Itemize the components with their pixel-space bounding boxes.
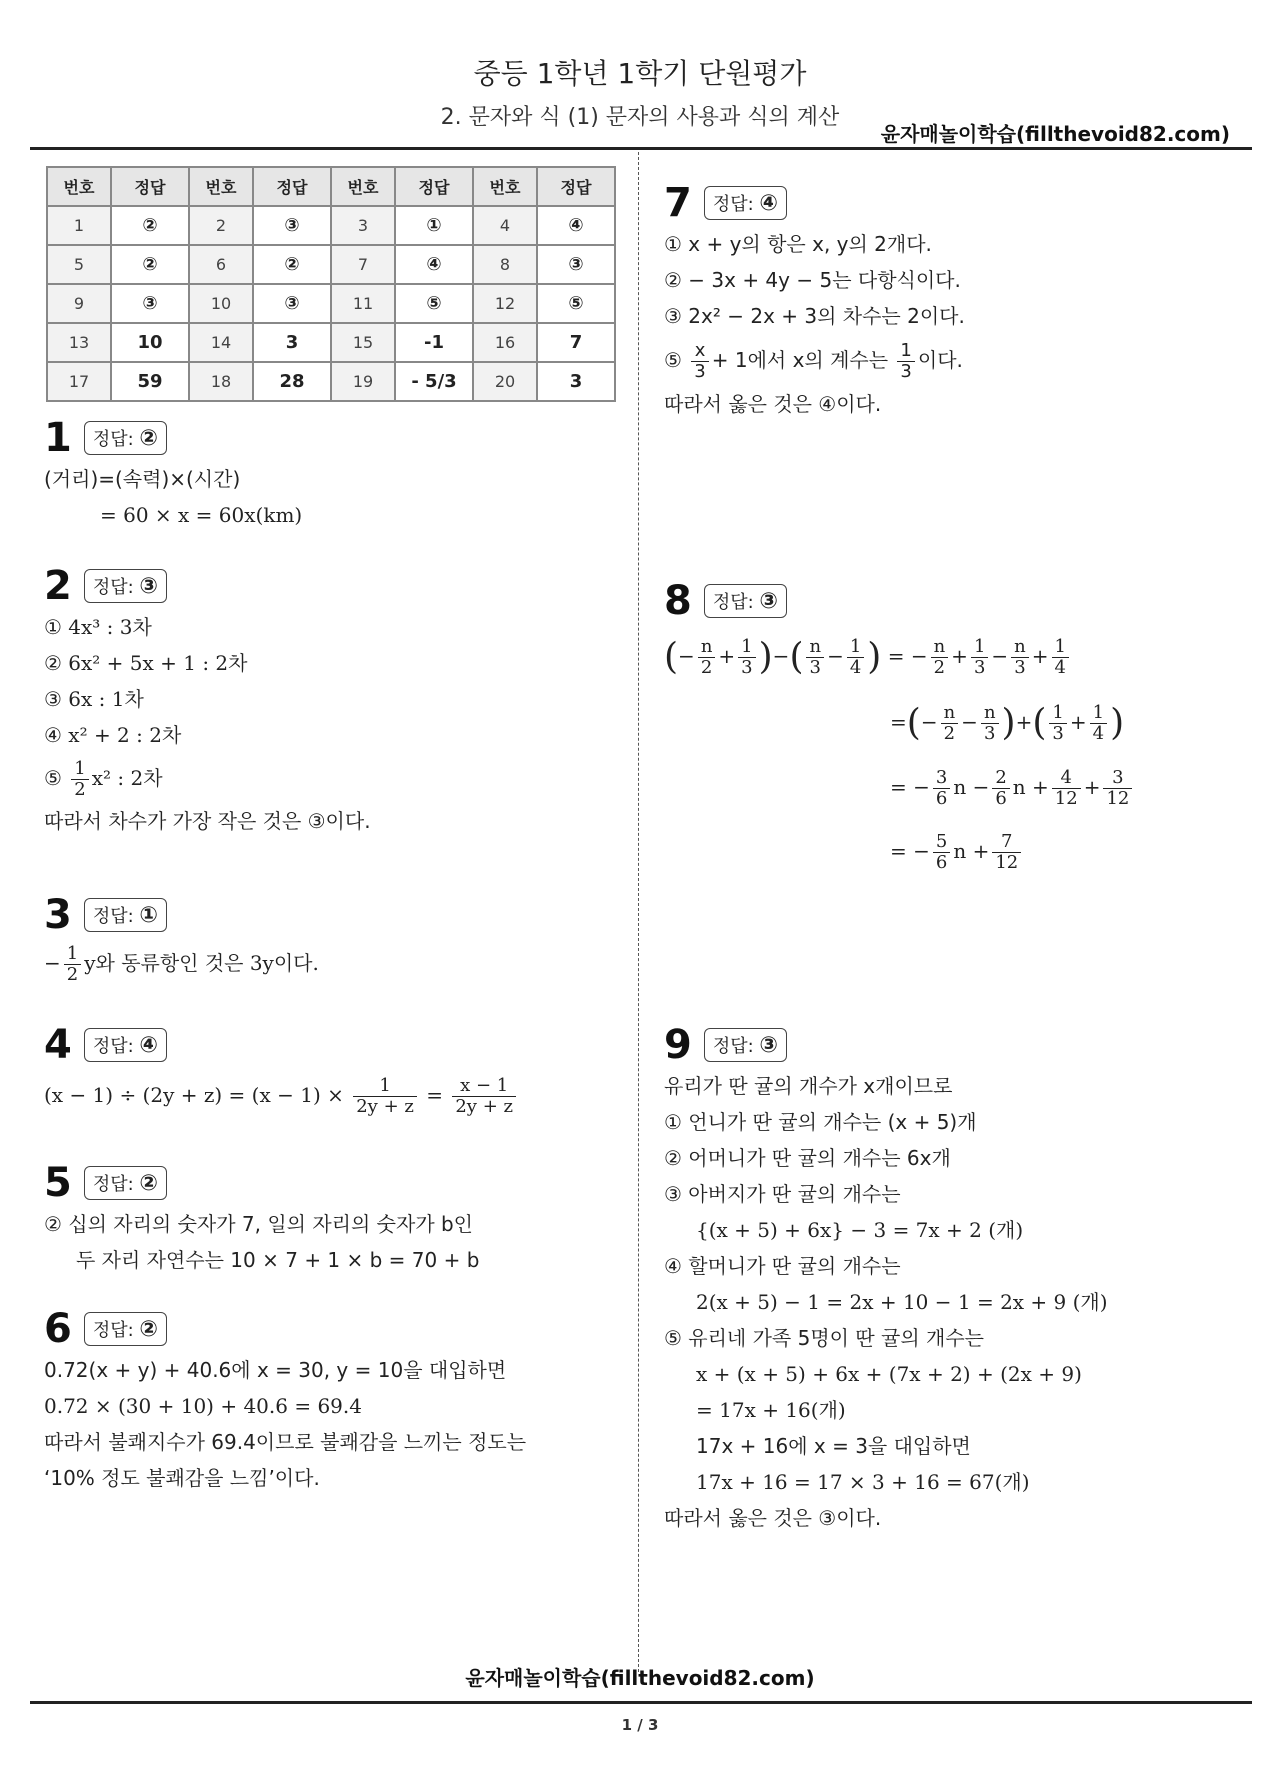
header-cell: 정답 — [537, 167, 615, 206]
answer-badge — [704, 186, 787, 220]
denominator: 6 — [995, 788, 1007, 809]
fraction — [941, 703, 959, 744]
solution-line: ② − 3x + 4y − 5는 다항식이다. — [664, 268, 961, 292]
solution-line: ⑤ 유리네 가족 5명이 딴 귤의 개수는 — [664, 1326, 984, 1350]
solution-line: ① 언니가 딴 귤의 개수는 (x + 5)개 — [664, 1110, 977, 1134]
paren: ) — [1110, 702, 1125, 743]
answer-value: ⑤ — [537, 284, 615, 323]
fraction — [71, 759, 88, 800]
denominator: 2y + z — [356, 1096, 414, 1117]
operator: + — [951, 644, 968, 668]
fraction — [981, 703, 999, 744]
fraction — [971, 637, 988, 678]
question-1 — [44, 415, 302, 533]
solution-line — [44, 753, 371, 803]
answer-value: 7 — [537, 323, 615, 362]
question-5 — [44, 1160, 479, 1278]
answer-badge — [84, 421, 167, 455]
header-brand: 윤자매놀이학습(fillthevoid82.com) — [880, 122, 1230, 146]
solution-line — [44, 1068, 519, 1122]
numerator: 1 — [738, 637, 755, 658]
badge-label: 정답: — [92, 1320, 134, 1341]
equation-row — [664, 624, 1135, 690]
solution-line: 따라서 옳은 것은 ④이다. — [664, 392, 882, 416]
numerator: 1 — [1049, 703, 1066, 724]
denominator: 3 — [741, 657, 753, 678]
solution-line: 따라서 불쾌지수가 69.4이므로 불쾌감을 느끼는 정도는 — [44, 1430, 527, 1454]
solution-line: 유리가 딴 귤의 개수가 x개이므로 — [664, 1074, 953, 1098]
solution-line: ③ 아버지가 딴 귤의 개수는 — [664, 1182, 901, 1206]
denominator: 12 — [995, 852, 1019, 873]
solution-line: ② 어머니가 딴 귤의 개수는 6x개 — [664, 1146, 951, 1170]
denominator: 3 — [900, 361, 912, 382]
answer-value: ③ — [253, 206, 331, 245]
header-cell: 번호 — [47, 167, 111, 206]
answer-badge — [84, 1028, 167, 1062]
answer-value: 28 — [253, 362, 331, 401]
numerator: 1 — [971, 637, 988, 658]
fraction — [1090, 703, 1107, 744]
header-cell: 정답 — [111, 167, 189, 206]
question-number: 14 — [189, 323, 253, 362]
table-row — [47, 323, 615, 362]
fraction — [1103, 768, 1132, 809]
solution-line: = 17x + 16(개) — [696, 1398, 846, 1422]
answer-value: ② — [111, 206, 189, 245]
question-number: 2 — [44, 563, 72, 609]
question-number: 9 — [664, 1022, 692, 1068]
denominator: 3 — [973, 657, 986, 678]
operator: + — [1069, 709, 1087, 734]
denominator: 2y + z — [455, 1096, 513, 1117]
answer-badge — [704, 1028, 787, 1062]
question-number: 4 — [473, 206, 537, 245]
question-number: 6 — [189, 245, 253, 284]
operator: − — [772, 644, 790, 668]
question-number: 13 — [47, 323, 111, 362]
solution-line — [664, 334, 965, 386]
paren: ( — [1032, 702, 1047, 743]
solution-line: ③ 2x² − 2x + 3의 차수는 2이다. — [664, 304, 965, 328]
operator: + — [718, 644, 736, 668]
question-4 — [44, 1022, 519, 1122]
expression-text: + 1에서 x의 계수는 — [711, 348, 889, 372]
table-row — [47, 362, 615, 401]
numerator: 1 — [1090, 703, 1107, 724]
table-row — [47, 206, 615, 245]
numerator: n — [941, 703, 959, 724]
question-number: 20 — [473, 362, 537, 401]
solution-line: ‘10% 정도 불쾌감을 느낌’이다. — [44, 1466, 320, 1490]
paren: ) — [1001, 702, 1016, 743]
question-number: 8 — [664, 578, 692, 624]
expression-text: n + — [1012, 775, 1049, 799]
operator: = − — [887, 644, 928, 668]
answer-value: ① — [395, 206, 473, 245]
fraction — [931, 637, 949, 678]
solution-line: 17x + 16 = 17 × 3 + 16 = 67(개) — [696, 1470, 1030, 1494]
numerator: n — [698, 637, 716, 658]
question-number: 12 — [473, 284, 537, 323]
fraction — [691, 341, 708, 382]
fraction — [353, 1076, 417, 1117]
question-number: 3 — [331, 206, 395, 245]
denominator: 6 — [935, 788, 948, 809]
footer-rule — [30, 1701, 1252, 1704]
denominator: 2 — [943, 722, 956, 744]
question-3 — [44, 892, 319, 988]
question-number: 7 — [664, 180, 692, 226]
paren: ( — [906, 702, 921, 743]
question-number: 7 — [331, 245, 395, 284]
numerator: 2 — [992, 768, 1009, 789]
paren: ) — [867, 636, 882, 678]
answer-badge — [84, 898, 167, 932]
equation-row — [664, 690, 1135, 756]
fraction — [847, 637, 864, 678]
fraction — [992, 768, 1009, 809]
page-title: 중등 1학년 1학기 단원평가 — [473, 57, 807, 90]
header-cell: 정답 — [395, 167, 473, 206]
numerator: n — [931, 637, 949, 658]
answer-value: ② — [111, 245, 189, 284]
numerator: n — [981, 703, 999, 724]
denominator: 4 — [1054, 657, 1066, 678]
solution-line: ③ 6x : 1차 — [44, 687, 144, 711]
badge-answer: ③ — [759, 589, 779, 614]
question-number: 8 — [473, 245, 537, 284]
operator: − — [827, 644, 844, 668]
solution-line: 2(x + 5) − 1 = 2x + 10 − 1 = 2x + 9 (개) — [696, 1290, 1108, 1314]
question-9 — [664, 1022, 1108, 1536]
answer-value: ④ — [537, 206, 615, 245]
header-cell: 번호 — [473, 167, 537, 206]
operator: − — [920, 709, 938, 734]
fraction — [1052, 637, 1069, 678]
badge-answer: ③ — [139, 574, 159, 599]
operator: + — [1083, 775, 1101, 799]
paren: ( — [789, 636, 804, 678]
solution-line: 따라서 차수가 가장 작은 것은 ③이다. — [44, 809, 371, 833]
badge-answer: ③ — [759, 1033, 779, 1058]
fraction — [992, 832, 1021, 873]
choice-marker: ⑤ — [44, 766, 62, 790]
numerator: 1 — [847, 637, 864, 658]
numerator: 5 — [933, 832, 950, 853]
page-number: 1 / 3 — [621, 1716, 659, 1734]
question-number: 5 — [44, 1160, 72, 1206]
answer-value: ⑤ — [395, 284, 473, 323]
question-2 — [44, 563, 371, 839]
solution-line: 0.72(x + y) + 40.6에 x = 30, y = 10을 대입하면 — [44, 1358, 507, 1382]
denominator: 3 — [1014, 657, 1026, 678]
header-cell: 정답 — [253, 167, 331, 206]
question-number: 15 — [331, 323, 395, 362]
solution-line: ④ 할머니가 딴 귤의 개수는 — [664, 1254, 901, 1278]
denominator: 4 — [849, 657, 862, 678]
question-8 — [664, 578, 1135, 883]
numerator: n — [806, 637, 824, 658]
question-number: 2 — [189, 206, 253, 245]
denominator: 2 — [700, 657, 713, 678]
question-number: 5 — [47, 245, 111, 284]
equation-row — [664, 755, 1135, 819]
answer-value: ③ — [537, 245, 615, 284]
solution-line: ④ x² + 2 : 2차 — [44, 723, 182, 747]
solution-line: ① x + y의 항은 x, y의 2개다. — [664, 232, 932, 256]
operator: = − — [890, 839, 930, 863]
badge-label: 정답: — [92, 1036, 134, 1057]
solution-line: x + (x + 5) + 6x + (7x + 2) + (2x + 9) — [696, 1362, 1082, 1386]
question-number: 11 — [331, 284, 395, 323]
answer-badge — [84, 1312, 167, 1346]
answer-badge — [84, 1166, 167, 1200]
numerator: n — [1011, 637, 1029, 658]
expression-text: x² : 2차 — [91, 766, 163, 790]
question-7 — [664, 180, 965, 422]
fraction — [933, 832, 950, 873]
question-number: 19 — [331, 362, 395, 401]
column-divider — [638, 152, 639, 1672]
solution-line: ① 4x³ : 3차 — [44, 615, 152, 639]
table-row — [47, 245, 615, 284]
answer-value: 3 — [253, 323, 331, 362]
header-cell: 번호 — [331, 167, 395, 206]
denominator: 3 — [809, 657, 821, 678]
badge-label: 정답: — [712, 592, 754, 613]
solution-line: (거리)=(속력)×(시간) — [44, 467, 241, 491]
operator: − — [991, 644, 1009, 668]
solution-line: {(x + 5) + 6x} − 3 = 7x + 2 (개) — [696, 1218, 1024, 1242]
numerator: 1 — [64, 944, 81, 965]
numerator: 1 — [353, 1076, 417, 1097]
paren: ( — [664, 636, 679, 678]
header-rule — [30, 147, 1252, 150]
question-number: 16 — [473, 323, 537, 362]
equation-row — [664, 819, 1135, 883]
solution-line: ② 6x² + 5x + 1 : 2차 — [44, 651, 248, 675]
question-number: 6 — [44, 1306, 72, 1352]
operator: = − — [890, 775, 930, 799]
denominator: 6 — [935, 852, 948, 873]
minus-sign: − — [44, 951, 61, 975]
header-cell: 번호 — [189, 167, 253, 206]
table-row — [47, 284, 615, 323]
fraction — [64, 944, 81, 985]
paren: ) — [758, 636, 773, 678]
operator: + — [1015, 709, 1033, 734]
answer-badge — [84, 569, 167, 603]
answer-table — [46, 166, 616, 402]
denominator: 2 — [74, 779, 86, 800]
operator: = — [890, 709, 907, 734]
fraction — [1011, 637, 1029, 678]
denominator: 3 — [984, 722, 996, 744]
numerator: 1 — [897, 341, 914, 362]
badge-label: 정답: — [712, 1036, 754, 1057]
question-number: 4 — [44, 1022, 72, 1068]
answer-value: ③ — [111, 284, 189, 323]
badge-answer: ① — [139, 903, 159, 928]
answer-value: 3 — [537, 362, 615, 401]
question-number: 18 — [189, 362, 253, 401]
fraction — [806, 637, 824, 678]
denominator: 2 — [933, 657, 946, 678]
solution-line: 따라서 옳은 것은 ③이다. — [664, 1506, 882, 1530]
numerator: 3 — [933, 768, 950, 789]
denominator: 3 — [1052, 722, 1064, 744]
answer-value: 59 — [111, 362, 189, 401]
operator: − — [678, 644, 695, 668]
badge-answer: ④ — [759, 191, 779, 216]
badge-answer: ② — [139, 1317, 159, 1342]
fraction — [698, 637, 716, 678]
equals-sign: = — [426, 1083, 443, 1107]
badge-answer: ④ — [139, 1033, 159, 1058]
solution-line: ② 십의 자리의 숫자가 7, 일의 자리의 숫자가 b인 — [44, 1212, 474, 1236]
page-subtitle: 2. 문자와 식 (1) 문자의 사용과 식의 계산 — [440, 105, 840, 130]
expression-text: n − — [953, 775, 990, 799]
answer-value: - 5/3 — [395, 362, 473, 401]
operator: + — [1031, 644, 1049, 668]
denominator: 2 — [66, 964, 79, 985]
question-6 — [44, 1306, 526, 1496]
footer-brand: 윤자매놀이학습(fillthevoid82.com) — [465, 1666, 815, 1690]
operator: − — [961, 709, 978, 734]
badge-label: 정답: — [92, 577, 134, 598]
denominator: 4 — [1092, 722, 1105, 744]
answer-value: -1 — [395, 323, 473, 362]
solution-line: 두 자리 자연수는 10 × 7 + 1 × b = 70 + b — [76, 1248, 480, 1272]
numerator: 4 — [1052, 768, 1081, 789]
expression-text: n + — [953, 839, 990, 863]
solution-line: 0.72 × (30 + 10) + 40.6 = 69.4 — [44, 1394, 362, 1418]
solution-line: = 60 × x = 60x(km) — [100, 503, 303, 527]
fraction — [1052, 768, 1081, 809]
expression-text: (x − 1) ÷ (2y + z) = (x − 1) × — [44, 1083, 344, 1107]
badge-label: 정답: — [92, 906, 134, 927]
numerator: 1 — [71, 759, 88, 780]
choice-marker: ⑤ — [664, 348, 682, 372]
question-number: 10 — [189, 284, 253, 323]
fraction — [738, 637, 755, 678]
fraction — [1049, 703, 1066, 744]
numerator: 3 — [1103, 768, 1132, 789]
expression-text: y와 동류항인 것은 3y이다. — [84, 951, 319, 975]
question-number: 1 — [47, 206, 111, 245]
solution-line — [44, 938, 319, 988]
answer-value: ③ — [253, 284, 331, 323]
answer-value: ④ — [395, 245, 473, 284]
badge-answer: ② — [139, 426, 159, 451]
numerator: 1 — [1052, 637, 1069, 658]
question-number: 17 — [47, 362, 111, 401]
question-number: 3 — [44, 892, 72, 938]
badge-answer: ② — [139, 1171, 159, 1196]
question-number: 9 — [47, 284, 111, 323]
answer-value: 10 — [111, 323, 189, 362]
fraction — [897, 341, 914, 382]
badge-label: 정답: — [712, 194, 754, 215]
numerator: x — [691, 341, 708, 362]
answer-badge — [704, 584, 787, 618]
badge-label: 정답: — [92, 1174, 134, 1195]
numerator: 7 — [992, 832, 1021, 853]
expression-text: 이다. — [917, 348, 963, 372]
answer-table-header — [47, 167, 615, 206]
badge-label: 정답: — [92, 429, 134, 450]
solution-line: 17x + 16에 x = 3을 대입하면 — [696, 1434, 971, 1458]
denominator: 12 — [1054, 788, 1078, 809]
fraction — [452, 1076, 516, 1117]
fraction — [933, 768, 950, 809]
numerator: x − 1 — [452, 1076, 516, 1097]
question-number: 1 — [44, 415, 72, 461]
denominator: 12 — [1106, 788, 1130, 809]
answer-value: ② — [253, 245, 331, 284]
denominator: 3 — [694, 361, 706, 382]
